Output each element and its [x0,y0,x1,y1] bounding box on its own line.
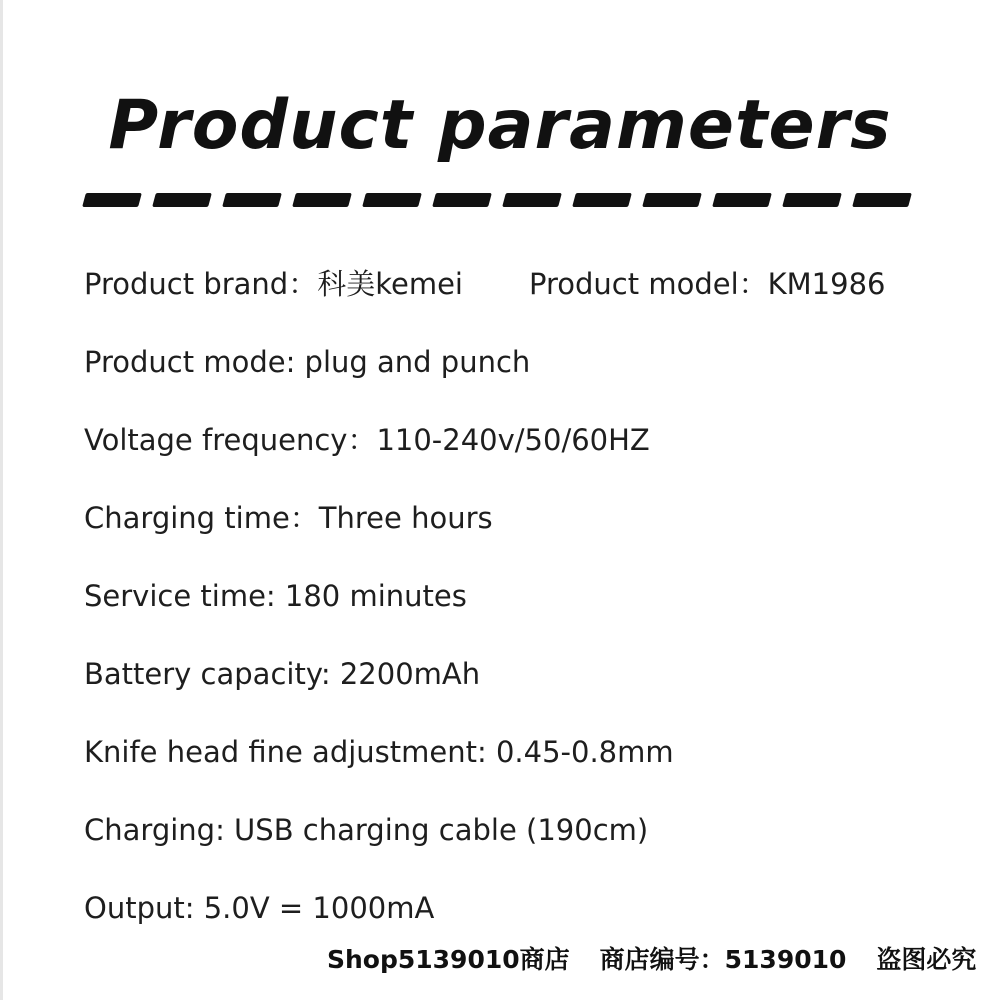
shop-number: 商店编号：5139010 [599,945,847,974]
param-output: Output: 5.0V = 1000mA [84,891,435,925]
shop-name: Shop5139010商店 [327,945,570,974]
divider-dash [292,193,352,207]
param-brand: Product brand：科美kemei [84,267,463,301]
param-voltage: Voltage frequency：110-240v/50/60HZ [84,423,650,457]
divider-dash [572,193,632,207]
param-model: Product model：KM1986 [529,267,886,301]
divider-dash [362,193,422,207]
param-service-time: Service time: 180 minutes [84,579,467,613]
divider-dash [852,193,912,207]
param-mode: Product mode: plug and punch [84,345,531,379]
dashed-divider [84,193,918,207]
param-battery: Battery capacity: 2200mAh [84,657,481,691]
param-charging: Charging: USB charging cable (190cm) [84,813,649,847]
shop-footer [327,938,976,982]
divider-dash [642,193,702,207]
param-knife: Knife head fine adjustment: 0.45-0.8mm [84,735,674,769]
param-brand-model-row [84,262,886,306]
page-title: Product parameters [108,86,892,165]
divider-dash [712,193,772,207]
divider-dash [152,193,212,207]
divider-dash [432,193,492,207]
divider-dash [782,193,842,207]
param-charging-time: Charging time：Three hours [84,501,493,535]
copyright-notice: 盗图必究 [876,945,977,974]
divider-dash [82,193,142,207]
divider-dash [502,193,562,207]
divider-dash [222,193,282,207]
